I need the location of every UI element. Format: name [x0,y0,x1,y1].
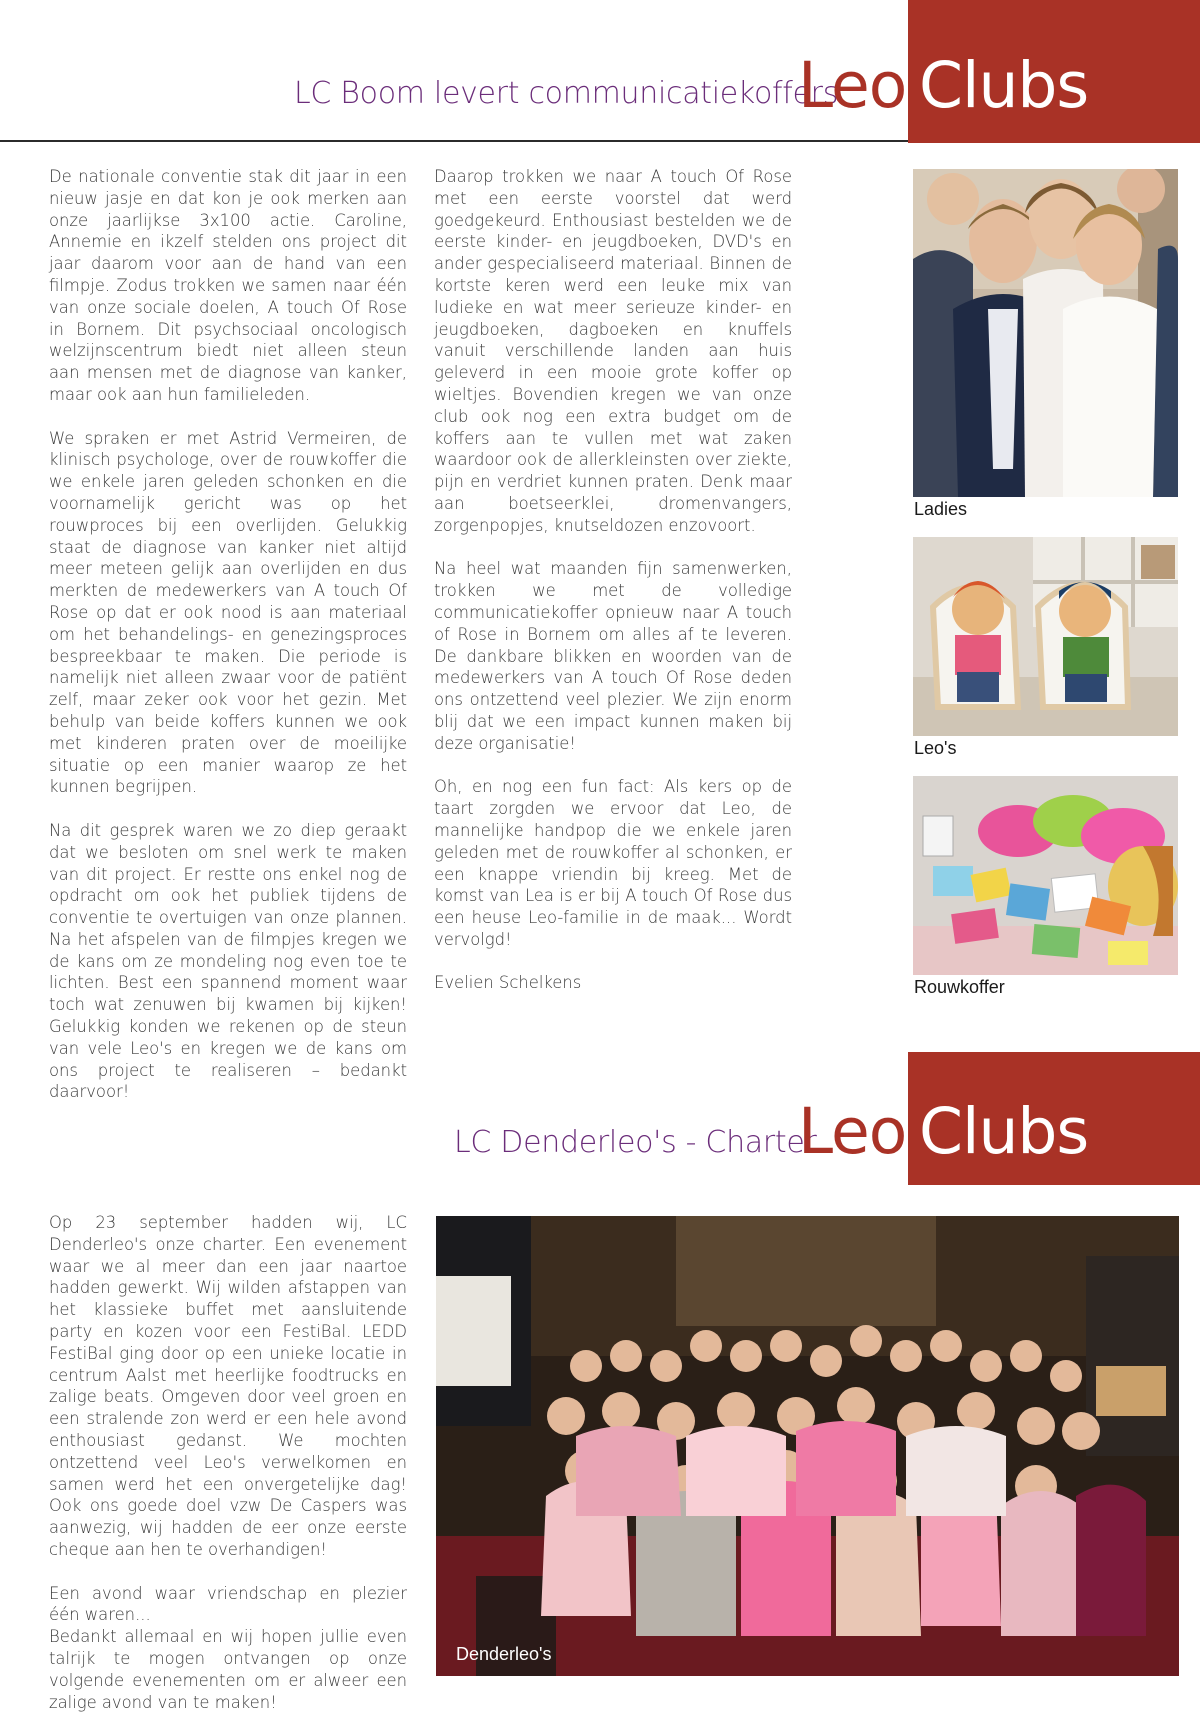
photo-denderleos-group [436,1216,1179,1676]
paragraph: Een avond waar vriendschap en plezier één waren... [49,1583,407,1625]
paragraph: Op 23 september hadden wij, LC Denderleo's onze charter. Een evenement waar we al meer dan een jaar naartoe hadden gewerkt. Wij wilden afstappen van het klassieke buffet met aansluitende party en kozen voor een FestiBal. LEDD FestiBal ging door op een unieke locatie in centrum Aalst met heerlijke foodtrucks en zalige beats. Omgeven door veel groen en een stralende zon werd er een hele avond enthousiast gedanst. We mochten ontzettend veel Leo's verwelkomen en samen werd het een onvergetelijke dag! Ook ons goede doel vzw De Caspers was aanwezig, wij hadden de eer onze eerste cheque aan hen te overhandigen! [49,1213,407,1559]
photo-caption: Leo's [914,738,957,758]
photo-caption: Rouwkoffer [914,977,1005,997]
paragraph: De nationale conventie stak dit jaar in een nieuw jasje en dat kon je ook merken aan onze jaarlijkse 3x100 actie. Caroline, Annemie en ikzelf stelden ons project dit jaar daarom voor aan de hand van een filmpje. Zodus trokken we samen naar één van onze sociale doelen, A touch Of Rose in Bornem. Dit psychsociaal oncologisch welzijnscentrum biedt niet alleen steun aan mensen met de diagnose van kanker, maar ook aan hun familieleden. [49,167,407,404]
photo-rouwkoffer [913,776,1178,975]
article-column-1 [49,1212,407,1735]
logo-clubs: Clubs [919,1095,1089,1168]
paragraph: Na heel wat maanden fijn samenwerken, trokken we met de volledige communicatiekoffer opnieuw naar A touch of Rose in Bornem om alles af te leveren. De dankbare blikken en woorden van de medewerkers van A touch Of Rose deden ons ontzettend veel plezier. We zijn enorm blij dat we een impact kunnen maken bij deze organisatie! [434,559,792,753]
article-column-2 [434,166,792,1016]
logo-clubs: Clubs [919,49,1089,122]
article-title: LC Boom levert communicatiekoffers [294,76,839,111]
photo-caption: Denderleo's [456,1644,552,1664]
paragraph: Daarop trokken we naar A touch Of Rose met een eerste voorstel dat werd goedgekeurd. Enthousiast bestelden we de eerste kinder- en jeugdboeken, DVD's en ander gespecialiseerd materiaal. Binnen de kortste keren werd een leuke mix van ludieke en wat meer serieuze kinder- en jeugdboeken, dagboeken en knuffels vanuit verschillende landen aan huis geleverd in een mooie grote koffer op wieltjes. Bovendien kregen we van onze club ook nog een extra budget om de koffers aan te vullen met wat zaken waardoor ook de allerkleinsten over ziekte, pijn en verdriet kunnen praten. Denk maar aan boetseerklei, dromenvangers, zorgenpopjes, knutseldozen enzovoort. [434,167,792,535]
photo-ladies [913,169,1178,497]
paragraph: Bedankt allemaal en wij hopen jullie even talrijk te mogen ontvangen op onze volgende evenementen om er alweer een zalige avond van te maken! [49,1627,407,1712]
author-signature: Evelien Schelkens [434,973,582,993]
article-column-1 [49,166,407,1125]
logo-leo: Leo [798,49,907,122]
logo-leo: Leo [798,1095,907,1168]
paragraph: We spraken er met Astrid Vermeiren, de klinisch psychologe, over de rouwkoffer die we enkele jaren geleden schonken en die voornamelijk gericht was op het rouwproces bij een overlijden. Gelukkig staat de diagnose van kanker niet altijd meer meteen gelijk aan overlijden en dus merkten de medewerkers van A touch Of Rose op dat er ook nood is aan materiaal om het behandelings- en genezingsproces bespreekbaar te maken. Die periode is namelijk niet alleen zwaar voor de patiënt zelf, maar zeker ook voor het gezin. Met behulp van beide koffers kunnen we ook met kinderen praten over de moeilijke situatie op een manier waarop ze het kunnen begrijpen. [49,428,407,797]
article-title: LC Denderleo's - Charter [454,1125,817,1160]
photo-leos [913,537,1178,736]
paragraph: Oh, en nog een fun fact: Als kers op de taart zorgden we ervoor dat Leo, de mannelijke handpop die we enkele jaren geleden met de rouwkoffer al schonken, er een knappe vriendin bij kreeg. Met de komst van Lea is er bij A touch Of Rose dus een heuse Leo-familie in de maak... Wordt vervolgd! [434,777,792,949]
photo-caption: Ladies [914,499,968,519]
header-rule [0,140,908,142]
paragraph: Na dit gesprek waren we zo diep geraakt dat we besloten om snel werk te maken van dit project. Er restte ons enkel nog de opdracht om ook het publiek tijdens de conventie te overtuigen van onze plannen. Na het afspelen van de filmpjes kregen we de kans om ze mondeling nog even toe te lichten. Best een spannend moment waar toch wat zenuwen bij kwamen bij kijken! Gelukkig konden we rekenen op de steun van vele Leo's en kregen we de kans om ons project te realiseren – bedankt daarvoor! [49,820,407,1102]
